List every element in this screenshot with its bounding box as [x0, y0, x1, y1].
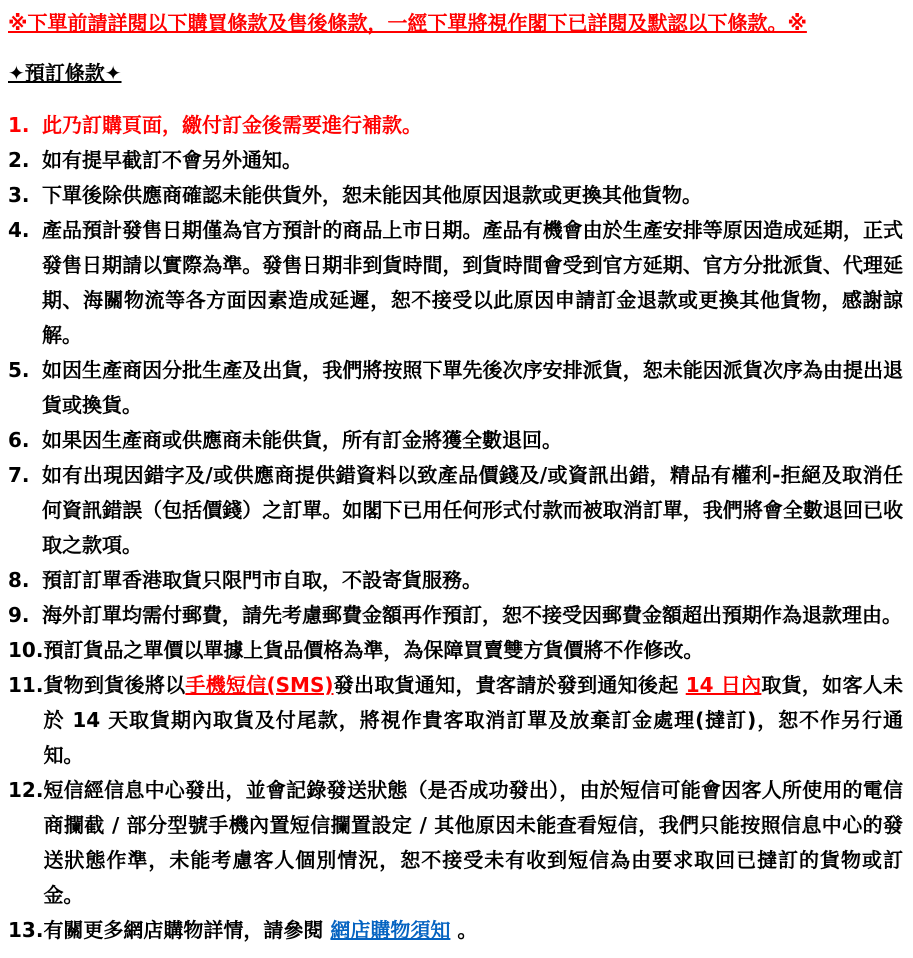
- term-number: 13.: [8, 918, 44, 942]
- terms-list: [8, 108, 903, 948]
- term-item: [8, 353, 903, 423]
- term-item: [8, 598, 903, 633]
- term-number: 2.: [8, 148, 30, 172]
- term-segment: 發出取貨通知，貴客請於發到通知後起: [333, 673, 686, 697]
- term-text: [43, 633, 903, 668]
- term-segment: 如因生產商因分批生產及出貨，我們將按照下單先後次序安排派貨，恕未能因派貨次序為由提出退貨或換貨。: [42, 358, 903, 417]
- term-text: [42, 563, 903, 598]
- term-segment: 貨物到貨後將以: [43, 673, 186, 697]
- term-highlight: 手機短信(SMS): [185, 673, 334, 697]
- term-segment: 如果因生產商或供應商未能供貨，所有訂金將獲全數退回。: [42, 428, 562, 452]
- term-segment: 如有提早截訂不會另外通知。: [42, 148, 302, 172]
- term-item: [8, 458, 903, 563]
- term-number: 5.: [8, 358, 30, 382]
- term-text: [42, 178, 903, 213]
- term-segment: 取貨，如客人未於 14 天取貨期內取貨及付尾款，將視作貴客取消訂單及放棄訂金處理(撻訂)，恕不作另行通知。: [43, 673, 904, 767]
- term-number: 9.: [8, 603, 30, 627]
- term-item: [8, 668, 903, 773]
- terms-document: [8, 10, 903, 948]
- term-segment: 下單後除供應商確認未能供貨外，恕未能因其他原因退款或更換其他貨物。: [42, 183, 702, 207]
- term-number: 1.: [8, 113, 30, 137]
- term-number: 3.: [8, 183, 30, 207]
- term-text: [42, 353, 903, 423]
- term-number: 6.: [8, 428, 30, 452]
- term-text: [43, 668, 903, 773]
- term-text: [42, 458, 903, 563]
- term-text: [43, 913, 903, 948]
- shop-guide-link[interactable]: 網店購物須知: [330, 918, 451, 942]
- term-text: [42, 598, 903, 633]
- term-item: [8, 178, 903, 213]
- term-text: [42, 213, 903, 353]
- term-item: [8, 108, 903, 143]
- term-item: [8, 143, 903, 178]
- section-title: ✦預訂條款✦: [8, 61, 122, 85]
- term-item: [8, 423, 903, 458]
- term-number: 11.: [8, 673, 44, 697]
- term-number: 4.: [8, 218, 30, 242]
- term-highlight: 此乃訂購頁面，繳付訂金後需要進行補款。: [42, 113, 422, 137]
- term-number: 7.: [8, 463, 30, 487]
- term-number: 10.: [8, 638, 44, 662]
- term-segment: 有關更多網店購物詳情，請參閱: [43, 918, 331, 942]
- term-number: 8.: [8, 568, 30, 592]
- term-text: [42, 108, 903, 143]
- term-segment: 如有出現因錯字及/或供應商提供錯資料以致產品價錢及/或資訊出錯，精品有權利-拒絕及取消任何資訊錯誤（包括價錢）之訂單。如閣下已用任何形式付款而被取消訂單，我們將會全數退回已收取之款項。: [42, 463, 903, 557]
- term-segment: 海外訂單均需付郵費，請先考慮郵費金額再作預訂，恕不接受因郵費金額超出預期作為退款理由。: [42, 603, 902, 627]
- term-highlight: 14 日內: [685, 673, 762, 697]
- term-segment: 。: [450, 918, 478, 942]
- term-segment: 預訂貨品之單價以單據上貨品價格為準，為保障買賣雙方貨價將不作修改。: [43, 638, 704, 662]
- term-item: [8, 913, 903, 948]
- term-number: 12.: [8, 778, 44, 802]
- term-text: [42, 423, 903, 458]
- term-text: [42, 143, 903, 178]
- term-item: [8, 773, 903, 913]
- term-text: [43, 773, 903, 913]
- term-segment: 短信經信息中心發出，並會記錄發送狀態（是否成功發出），由於短信可能會因客人所使用的電信商攔截 / 部分型號手機內置短信攔置設定 / 其他原因未能查看短信，我們只能按照信息中心的發送狀態作準，未能考慮客人個別情況，恕不接受未有收到短信為由要求取回已撻訂的貨物或訂金。: [43, 778, 903, 907]
- term-item: [8, 213, 903, 353]
- term-segment: 產品預計發售日期僅為官方預計的商品上市日期。產品有機會由於生產安排等原因造成延期，正式發售日期請以實際為準。發售日期非到貨時間，到貨時間會受到官方延期、官方分批派貨、代理延期、海關物流等各方面因素造成延遲，恕不接受以此原因申請訂金退款或更換其他貨物，感謝諒解。: [42, 218, 903, 347]
- term-item: [8, 563, 903, 598]
- term-segment: 預訂訂單香港取貨只限門市自取，不設寄貨服務。: [42, 568, 482, 592]
- term-item: [8, 633, 903, 668]
- warning-header: ※下單前請詳閱以下購買條款及售後條款，一經下單將視作閣下已詳閱及默認以下條款。※: [8, 11, 807, 35]
